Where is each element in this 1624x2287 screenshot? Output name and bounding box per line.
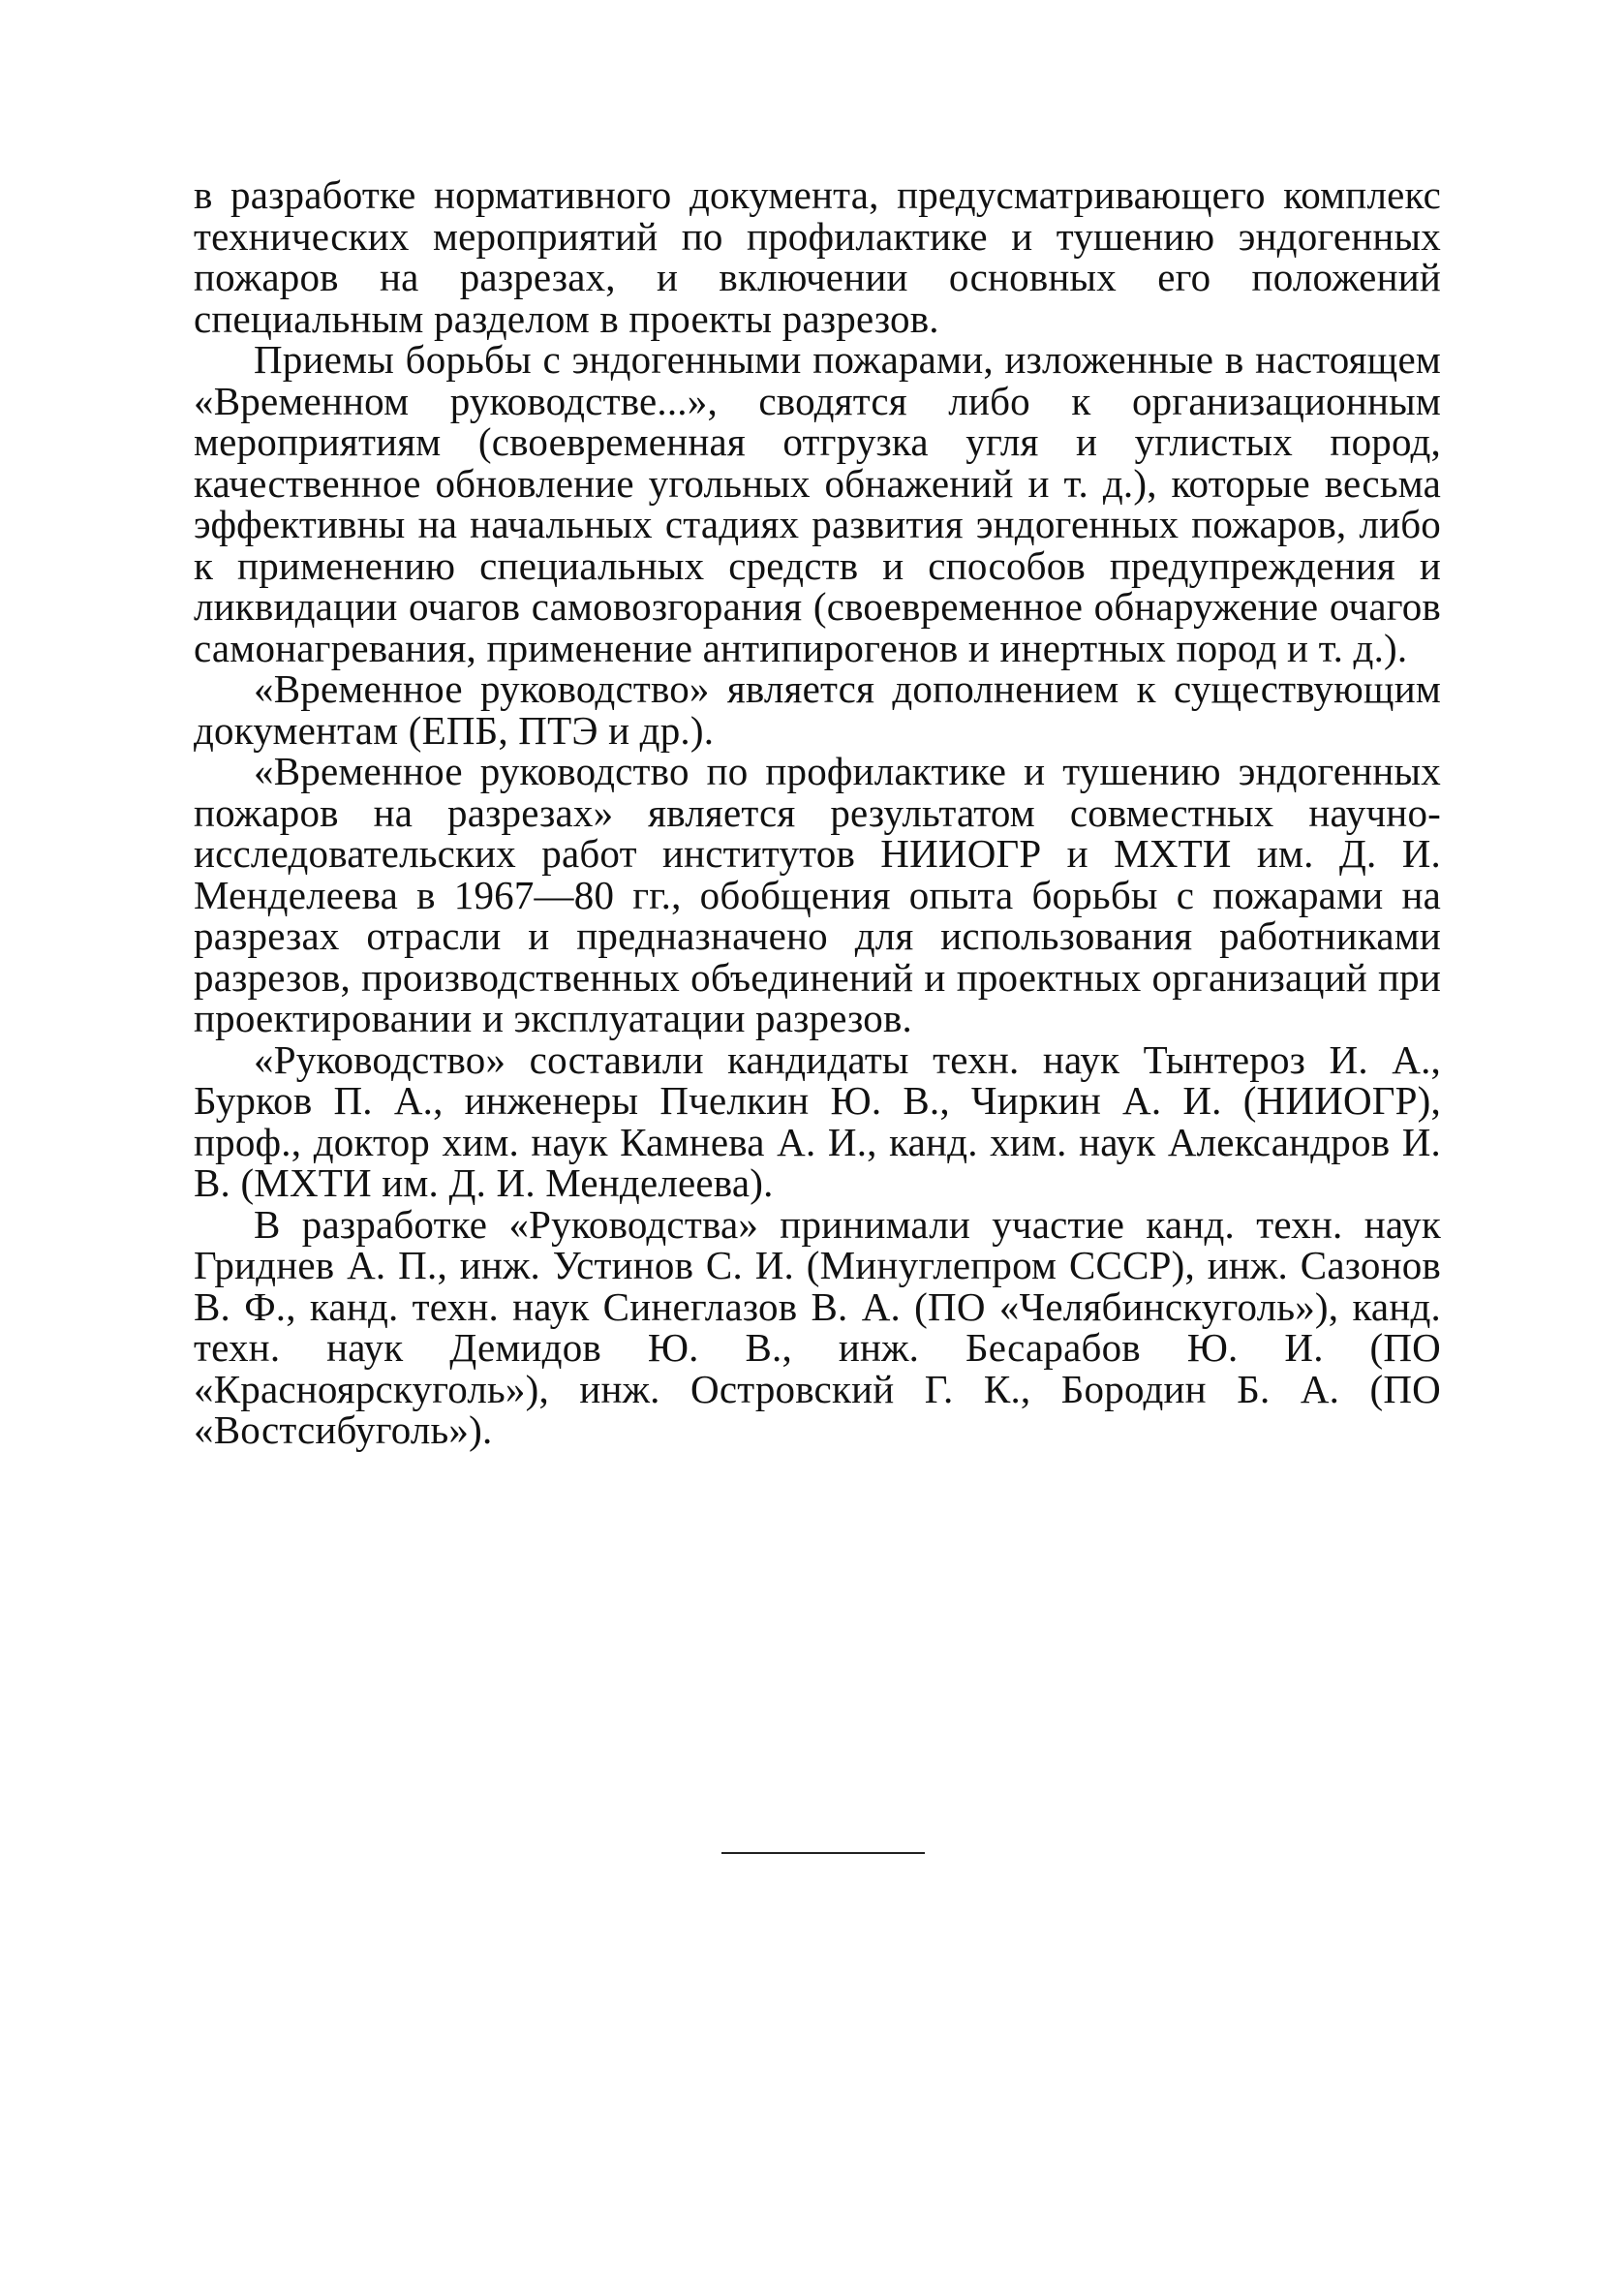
paragraph-origin: «Временное руководство по профилактике и тушению эндогенных пожаров на разрезах» является результатом совместных научно-исследовательских работ институтов НИИОГР и МХТИ им. Д. И. Менделеева в 1967—80 гг., обобщения опыта борьбы с пожарами на разрезах отрасли и предназначено для использования работниками разрезов, производственных объединений и проектных организаций при проектировании и эксплуатации разрезов. <box>194 749 1441 1040</box>
paragraph-authors: «Руководство» составили кандидаты техн. наук Тынтероз И. А., Бурков П. А., инженеры Пчелкин Ю. В., Чиркин А. И. (НИИОГР), проф., доктор хим. наук Камнева А. И., канд. хим. наук Александров И. В. (МХТИ им. Д. И. Менделеева). <box>194 1036 1441 1205</box>
end-rule <box>721 1852 925 1854</box>
paragraph-continuation: в разработке нормативного документа, предусматривающего комплекс технических мероприятий по профилактике и тушению эндогенных пожаров на разрезах, и включении основных его положений специальным разделом в проекты разрезов. <box>194 172 1441 341</box>
paragraph-supplement: «Временное руководство» является дополнением к существующим документам (ЕПБ, ПТЭ и др.). <box>194 666 1441 753</box>
paragraph-methods: Приемы борьбы с эндогенными пожарами, изложенные в настоящем «Временном руководстве...», сводятся либо к организационным мероприятиям (своевременная отгрузка угля и углистых пород, качественное обновление угольных обнажений и т. д.), которые весьма эффективны на начальных стадиях развития эндогенных пожаров, либо к применению специальных средств и способов предупреждения и ликвидации очагов самовозгорания (своевременное обнаружение очагов самонагревания, применение антипирогенов и инертных пород и т. д.). <box>194 337 1441 670</box>
body-text <box>194 174 1441 1451</box>
paragraph-participants: В разработке «Руководства» принимали участие канд. техн. наук Гриднев А. П., инж. Устинов С. И. (Минуглепром СССР), инж. Сазонов В. Ф., канд. техн. наук Синеглазов В. А. (ПО «Челябинскуголь»), канд. техн. наук Демидов Ю. В., инж. Бесарабов Ю. И. (ПО «Красноярскуголь»), инж. Островский Г. К., Бородин Б. А. (ПО «Востсибуголь»). <box>194 1201 1441 1452</box>
